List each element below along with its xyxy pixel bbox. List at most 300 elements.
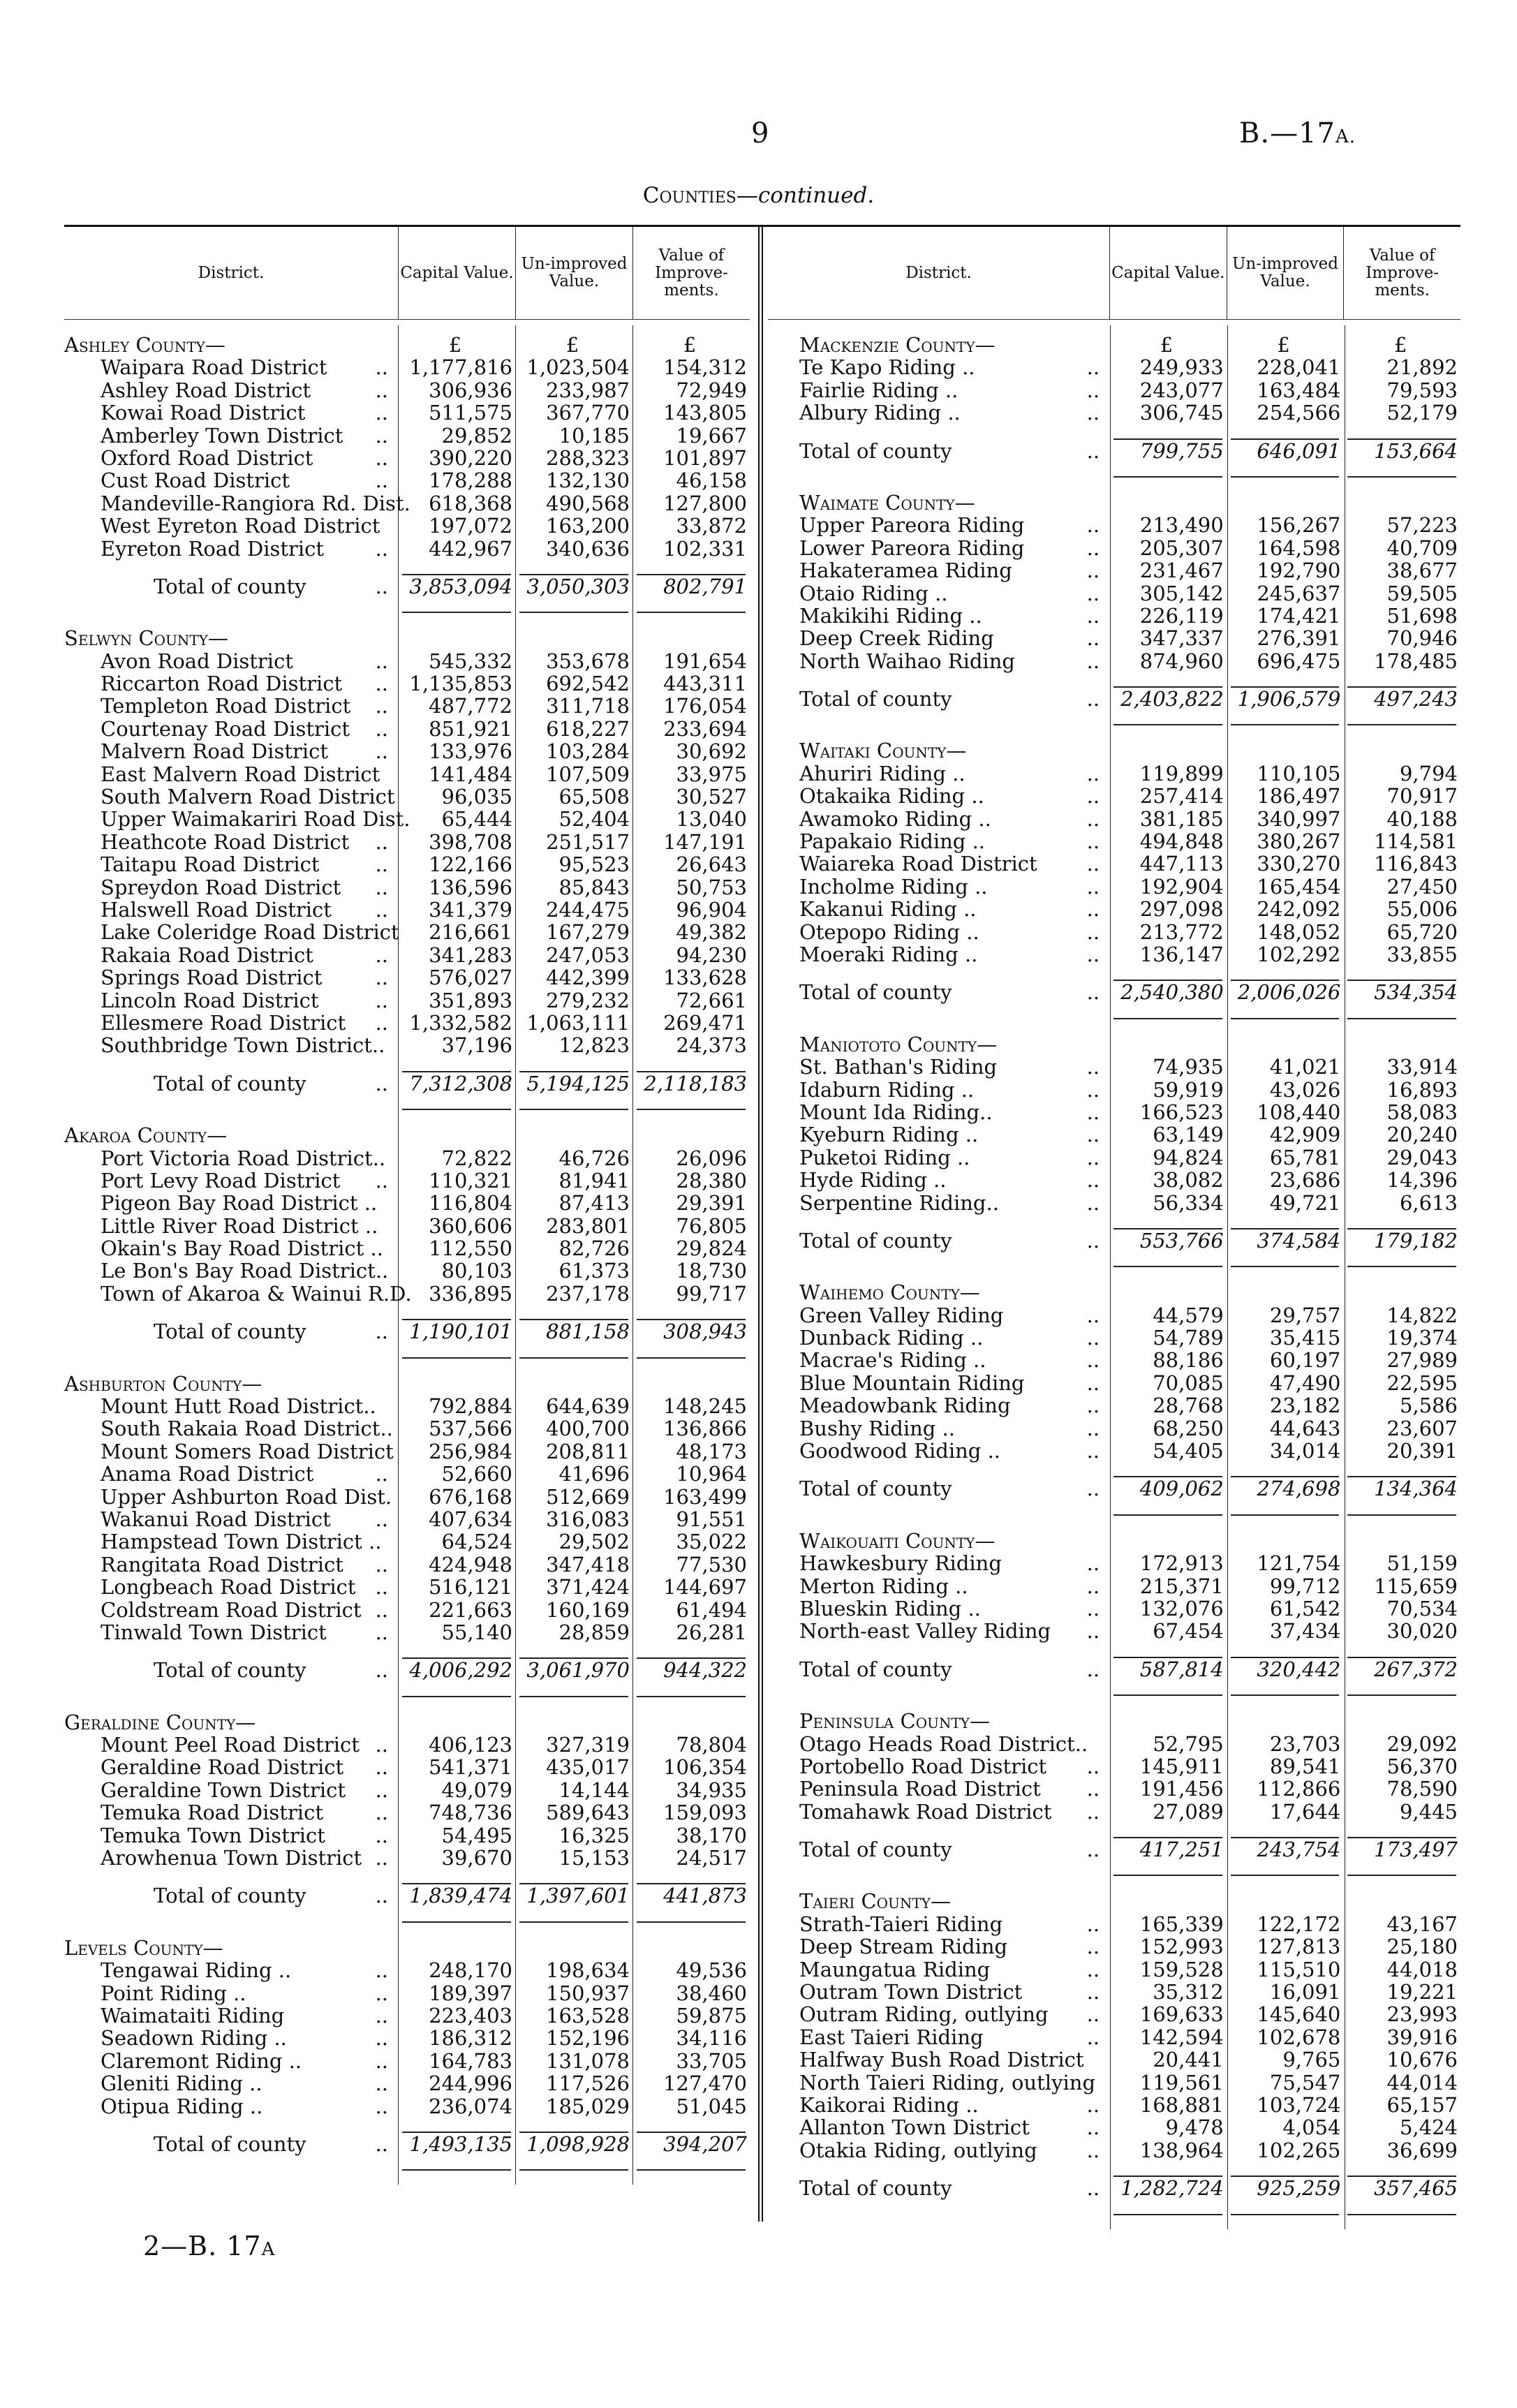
capital-value: 748,736 xyxy=(429,1801,512,1825)
county-heading xyxy=(64,334,750,356)
leader-dots: .. xyxy=(375,1168,388,1192)
rule-line xyxy=(402,560,511,575)
district-name: Otepopo Riding .. .. xyxy=(799,919,1100,944)
unimproved-value: 102,292 xyxy=(1257,942,1341,966)
capital-value: 52,795 xyxy=(1153,1731,1224,1756)
rule-spacer xyxy=(768,1681,1109,1696)
district-name: Wakanui Road District .. xyxy=(101,1507,388,1531)
rule-line xyxy=(402,1682,511,1697)
table-row xyxy=(64,650,750,672)
rule-line xyxy=(519,560,628,575)
county-name: Ashburton County— xyxy=(64,1371,262,1396)
district-name: Hakateramea Riding .. xyxy=(799,559,1100,583)
county-name: Waikouaiti County— xyxy=(799,1528,996,1553)
capital-value: 39,670 xyxy=(441,1846,512,1870)
rule-line xyxy=(519,598,628,613)
county-heading xyxy=(768,492,1460,514)
table-row xyxy=(768,1123,1460,1146)
leader-dots: .. xyxy=(1086,1754,1100,1778)
rule-line xyxy=(1347,672,1456,688)
leader-dots: .. xyxy=(1086,1145,1100,1169)
district-name: Strath-Taieri Riding .. xyxy=(799,1912,1100,1936)
table-row xyxy=(64,831,750,853)
unimproved-value: 29,502 xyxy=(558,1530,630,1554)
currency-capital: £ xyxy=(448,333,462,357)
improvements-value: 114,581 xyxy=(1374,829,1458,854)
district-name: Rakaia Road District .. xyxy=(101,943,388,967)
table-row xyxy=(768,1056,1460,1078)
improvements-value: 9,794 xyxy=(1399,761,1458,785)
total-label: Total of county .. xyxy=(799,438,1100,463)
currency-unimproved xyxy=(515,1373,632,1395)
table-row xyxy=(64,1147,750,1169)
unimproved-value: 61,373 xyxy=(558,1259,630,1283)
district-name: Moeraki Riding .. .. xyxy=(799,942,1100,966)
rule-spacer xyxy=(64,1343,398,1359)
table-row xyxy=(768,1101,1460,1123)
improvements-value: 56,370 xyxy=(1386,1754,1458,1778)
unimproved-value: 102,265 xyxy=(1257,2138,1341,2162)
currency-unimproved xyxy=(515,1124,632,1146)
capital-value: 122,166 xyxy=(429,852,512,877)
spacer xyxy=(64,1359,750,1373)
unimproved-value: 156,267 xyxy=(1257,513,1341,538)
district-name: Oxford Road District .. xyxy=(101,445,388,470)
leader-dots: .. xyxy=(1086,1777,1100,1801)
district-name: Waiareka Road District .. xyxy=(799,852,1100,876)
improvements-value: 33,705 xyxy=(676,2048,747,2073)
rule-line xyxy=(1347,1861,1456,1876)
table-row xyxy=(64,469,750,492)
unimproved-value: 131,078 xyxy=(546,2048,630,2073)
district-name: Malvern Road District .. xyxy=(101,739,388,764)
unimproved-value: 99,712 xyxy=(1269,1574,1341,1598)
unimproved-value: 35,415 xyxy=(1269,1326,1341,1350)
rule-spacer xyxy=(768,966,1109,981)
leader-dots: .. xyxy=(1086,687,1100,711)
unimproved-value: 43,026 xyxy=(1269,1077,1341,1102)
rule-spacer xyxy=(64,1907,398,1923)
leader-dots: .. xyxy=(1086,1838,1100,1862)
left-table xyxy=(64,227,750,2185)
table-row xyxy=(64,853,750,876)
document-reference: B.—17A. xyxy=(1239,117,1356,149)
rule-line xyxy=(519,2155,628,2171)
spacer xyxy=(768,1267,1460,1281)
leader-dots: .. xyxy=(1086,2176,1100,2201)
rule-line xyxy=(1347,710,1456,725)
county-name: Ashley County— xyxy=(64,333,225,357)
county-heading xyxy=(64,1124,750,1146)
county-name: Peninsula County— xyxy=(799,1709,990,1734)
capital-value: 541,371 xyxy=(429,1755,512,1780)
table-row xyxy=(64,944,750,966)
capital-value: 35,312 xyxy=(1153,1980,1224,2004)
leader-dots: .. xyxy=(1086,1371,1100,1395)
improvements-value: 33,914 xyxy=(1386,1055,1458,1079)
capital-value: 27,089 xyxy=(1153,1799,1224,1824)
capital-value: 152,993 xyxy=(1139,1935,1224,1959)
improvements-value: 178,485 xyxy=(1374,649,1458,673)
table-row xyxy=(768,1935,1460,1958)
unimproved-value: 108,440 xyxy=(1257,1100,1341,1124)
district-name: Kaikorai Riding .. .. xyxy=(799,2093,1100,2117)
capital-value: 52,660 xyxy=(441,1462,512,1486)
currency-improvements xyxy=(632,1124,750,1146)
unimproved-value: 23,182 xyxy=(1269,1394,1341,1418)
district-name: Port Victoria Road District.. xyxy=(101,1146,386,1170)
district-name: Upper Ashburton Road Dist. xyxy=(101,1484,392,1509)
total-rule xyxy=(768,710,1460,725)
improvements-value: 44,014 xyxy=(1386,2070,1458,2095)
improvements-value: 40,188 xyxy=(1386,806,1458,831)
header-improvements: Value of Improve-ments. xyxy=(1343,227,1460,319)
leader-dots: .. xyxy=(375,694,388,718)
unimproved-value: 165,454 xyxy=(1257,874,1341,899)
header-unimproved-value: Un-improved Value. xyxy=(1227,227,1344,319)
improvements-value: 24,373 xyxy=(676,1033,747,1058)
rule-spacer xyxy=(768,424,1109,440)
rule-spacer xyxy=(64,1057,398,1072)
table-row xyxy=(768,2026,1460,2048)
unimproved-value: 185,029 xyxy=(546,2094,630,2118)
improvements-value: 20,391 xyxy=(1386,1439,1458,1463)
table-row xyxy=(64,1486,750,1508)
improvements-value: 91,551 xyxy=(676,1507,747,1531)
total-label: Total of county .. xyxy=(799,1228,1100,1253)
improvements-value: 40,709 xyxy=(1386,535,1458,560)
capital-value: 487,772 xyxy=(429,694,512,718)
leader-dots: .. xyxy=(1086,2025,1100,2049)
capital-value: 189,397 xyxy=(429,1981,512,2005)
rule-spacer xyxy=(64,560,398,575)
district-name: Geraldine Town District .. xyxy=(101,1778,388,1802)
improvements-value: 34,935 xyxy=(676,1778,747,1802)
leader-dots: .. xyxy=(1086,1348,1100,1373)
improvements-value: 116,843 xyxy=(1374,852,1458,876)
rule-line xyxy=(519,1305,628,1320)
unimproved-value: 512,669 xyxy=(546,1484,630,1509)
unimproved-value: 65,781 xyxy=(1269,1145,1341,1169)
table-row xyxy=(64,1260,750,1282)
improvements-value: 14,396 xyxy=(1386,1168,1458,1192)
improvements-value: 16,893 xyxy=(1386,1077,1458,1102)
unimproved-value: 589,643 xyxy=(546,1801,630,1825)
currency-unimproved xyxy=(1227,739,1344,762)
district-name: North Taieri Riding, outlying xyxy=(799,2070,1096,2095)
table-row xyxy=(768,1552,1460,1574)
table-row xyxy=(64,1599,750,1621)
rule-line xyxy=(519,1682,628,1697)
table-row xyxy=(64,538,750,560)
capital-value: 169,633 xyxy=(1139,2002,1224,2027)
leader-dots: .. xyxy=(1086,1912,1100,1936)
county-name: Waimate County— xyxy=(799,490,975,515)
table-row xyxy=(768,898,1460,920)
rule-line xyxy=(637,598,746,613)
district-name: Blue Mountain Riding .. xyxy=(799,1371,1100,1395)
unimproved-value: 150,937 xyxy=(546,1981,630,2005)
leader-dots: .. xyxy=(1086,1551,1100,1576)
capital-value: 68,250 xyxy=(1153,1416,1224,1440)
county-heading xyxy=(768,1710,1460,1732)
capital-value: 236,074 xyxy=(429,2094,512,2118)
table-row xyxy=(64,1959,750,1981)
improvements-value: 30,692 xyxy=(676,739,747,764)
capital-value: 72,822 xyxy=(441,1146,512,1170)
total-capital: 1,282,724 xyxy=(1120,2176,1224,2201)
improvements-value: 78,804 xyxy=(676,1733,747,1757)
total-improvements: 153,664 xyxy=(1374,438,1458,463)
leader-dots: .. xyxy=(1086,1439,1100,1463)
total-improvements: 357,465 xyxy=(1374,2176,1458,2201)
leader-dots: .. xyxy=(375,378,388,402)
unimproved-value: 87,413 xyxy=(558,1191,630,1216)
leader-dots: .. xyxy=(375,1597,388,1622)
total-rule xyxy=(64,1869,750,1884)
capital-value: 360,606 xyxy=(429,1213,512,1238)
capital-value: 406,123 xyxy=(429,1733,512,1757)
total-label: Total of county .. xyxy=(154,1658,388,1683)
currency-unimproved xyxy=(1227,1530,1344,1552)
spacer xyxy=(768,725,1460,739)
district-name: East Taieri Riding .. xyxy=(799,2025,1100,2049)
improvements-value: 22,595 xyxy=(1386,1371,1458,1395)
district-name: Kakanui Riding .. .. xyxy=(799,897,1100,922)
currency-capital xyxy=(398,1711,515,1734)
district-name: West Eyreton Road District xyxy=(101,514,380,538)
capital-value: 65,444 xyxy=(441,807,512,832)
leader-dots: .. xyxy=(1086,761,1100,785)
improvements-value: 30,020 xyxy=(1386,1619,1458,1644)
improvements-value: 19,667 xyxy=(676,423,747,448)
leader-dots: .. xyxy=(1086,401,1100,425)
district-name: Heathcote Road District .. xyxy=(101,829,388,854)
rule-spacer xyxy=(64,2118,398,2133)
right-table xyxy=(768,227,1460,2229)
table-row xyxy=(768,943,1460,966)
capital-value: 119,899 xyxy=(1139,761,1224,785)
unimproved-value: 163,528 xyxy=(546,2004,630,2027)
unimproved-value: 75,547 xyxy=(1269,2070,1341,2095)
total-rule xyxy=(64,2118,750,2133)
total-label: Total of county .. xyxy=(799,1838,1100,1862)
spacer xyxy=(768,1019,1460,1033)
leader-dots: .. xyxy=(375,1981,388,2005)
capital-value: 145,911 xyxy=(1139,1754,1224,1778)
total-rule xyxy=(768,1861,1460,1876)
rule-line xyxy=(1231,672,1340,688)
rule-line xyxy=(1347,2162,1456,2177)
rule-spacer xyxy=(768,1004,1109,1019)
leader-dots: .. xyxy=(1086,1935,1100,1959)
improvements-value: 39,916 xyxy=(1386,2025,1458,2049)
leader-dots: .. xyxy=(375,1010,388,1035)
improvements-value: 51,045 xyxy=(676,2094,747,2118)
unimproved-value: 29,757 xyxy=(1269,1303,1341,1327)
table-row xyxy=(768,1575,1460,1597)
table-row xyxy=(768,379,1460,401)
unimproved-value: 251,517 xyxy=(546,829,630,854)
leader-dots: .. xyxy=(1086,649,1100,673)
leader-dots: .. xyxy=(375,988,388,1012)
unimproved-value: 400,700 xyxy=(546,1417,630,1441)
district-name: Mount Somers Road District xyxy=(101,1439,394,1463)
rule-line xyxy=(519,1907,628,1923)
capital-value: 37,196 xyxy=(441,1033,512,1058)
county-heading xyxy=(768,1281,1460,1303)
district-name: Tomahawk Road District .. xyxy=(799,1799,1100,1824)
district-name: Waipara Road District .. xyxy=(101,355,388,380)
capital-value: 213,772 xyxy=(1139,919,1224,944)
rule-line xyxy=(519,2118,628,2133)
capital-value: 424,948 xyxy=(429,1552,512,1576)
leader-dots: .. xyxy=(1086,784,1100,808)
district-name: Deep Creek Riding .. xyxy=(799,626,1100,651)
leader-dots: .. xyxy=(1086,1077,1100,1102)
capital-value: 341,379 xyxy=(429,897,512,922)
leader-dots: .. xyxy=(375,1778,388,1802)
unimproved-value: 283,801 xyxy=(546,1213,630,1238)
leader-dots: .. xyxy=(1086,1326,1100,1350)
capital-value: 64,524 xyxy=(441,1530,512,1554)
capital-value: 54,405 xyxy=(1153,1439,1224,1463)
capital-value: 792,884 xyxy=(429,1394,512,1419)
rule-line xyxy=(1113,1500,1222,1516)
table-row xyxy=(768,627,1460,649)
district-name: Allanton Town District .. xyxy=(799,2115,1100,2140)
total-rule xyxy=(768,2162,1460,2177)
county-total-row xyxy=(64,1884,750,1907)
spacer xyxy=(768,1516,1460,1530)
table-row xyxy=(64,718,750,740)
header-district: District. xyxy=(198,263,265,282)
currency-improvements xyxy=(1343,1033,1460,1056)
currency-capital xyxy=(398,627,515,649)
unimproved-value: 82,726 xyxy=(558,1236,630,1261)
rule-line xyxy=(519,1095,628,1110)
capital-value: 306,745 xyxy=(1139,401,1224,425)
capital-value: 336,895 xyxy=(429,1281,512,1306)
improvements-value: 33,855 xyxy=(1386,942,1458,966)
leader-dots: .. xyxy=(375,1658,388,1683)
district-name: Courtenay Road District .. xyxy=(101,716,388,741)
table-row xyxy=(64,1463,750,1485)
improvements-value: 94,230 xyxy=(676,943,747,967)
leader-dots: .. xyxy=(1086,1416,1100,1440)
district-name: Mount Ida Riding.. .. xyxy=(799,1100,1100,1124)
capital-value: 447,113 xyxy=(1139,852,1224,876)
spacer xyxy=(64,1110,750,1124)
district-name: North Waihao Riding .. xyxy=(799,649,1100,673)
table-row xyxy=(768,1079,1460,1101)
table-row xyxy=(64,2004,750,2027)
unimproved-value: 41,021 xyxy=(1269,1055,1341,1079)
unimproved-value: 148,052 xyxy=(1257,919,1341,944)
leader-dots: .. xyxy=(1086,1100,1100,1124)
rule-spacer xyxy=(64,2155,398,2171)
improvements-value: 5,586 xyxy=(1399,1394,1458,1418)
unimproved-value: 14,144 xyxy=(558,1778,630,1802)
district-name: Macrae's Riding .. .. xyxy=(799,1348,1100,1373)
rule-line xyxy=(1231,2162,1340,2177)
county-total-row xyxy=(768,440,1460,462)
rule-line xyxy=(1347,1823,1456,1838)
capital-value: 28,768 xyxy=(1153,1394,1224,1418)
rule-line xyxy=(1347,424,1456,440)
unimproved-value: 490,568 xyxy=(546,491,630,515)
district-name: Albury Riding .. .. xyxy=(799,401,1100,425)
leader-dots: .. xyxy=(1086,2002,1100,2027)
unimproved-value: 174,421 xyxy=(1257,603,1341,628)
table-row xyxy=(768,1394,1460,1417)
rule-spacer xyxy=(768,2162,1109,2177)
improvements-value: 25,180 xyxy=(1386,1935,1458,1959)
rule-line xyxy=(1231,1500,1340,1516)
capital-value: 257,414 xyxy=(1139,784,1224,808)
rule-line xyxy=(637,560,746,575)
spacer xyxy=(768,1696,1460,1710)
improvements-value: 52,179 xyxy=(1386,401,1458,425)
total-label: Total of county .. xyxy=(799,2176,1100,2201)
leader-dots: .. xyxy=(375,1462,388,1486)
capital-value: 381,185 xyxy=(1139,806,1224,831)
county-total-row xyxy=(768,981,1460,1003)
table-row xyxy=(768,921,1460,943)
table-row xyxy=(64,1530,750,1553)
rule-line xyxy=(1347,462,1456,478)
district-name: Te Kapo Riding .. .. xyxy=(799,355,1100,380)
leader-dots: .. xyxy=(1086,919,1100,944)
currency-improvements xyxy=(1343,1890,1460,1912)
capital-value: 192,904 xyxy=(1139,874,1224,899)
leader-dots: .. xyxy=(1086,1596,1100,1620)
table-row xyxy=(64,1847,750,1869)
county-heading xyxy=(768,1033,1460,1056)
unimproved-value: 117,526 xyxy=(546,2071,630,2096)
district-name: Mount Hutt Road District.. xyxy=(101,1394,376,1419)
currency-unimproved xyxy=(515,1711,632,1734)
leader-dots: .. xyxy=(375,2071,388,2096)
county-total-row xyxy=(768,1477,1460,1500)
total-unimproved: 3,061,970 xyxy=(526,1658,630,1683)
improvements-value: 28,380 xyxy=(676,1168,747,1192)
capital-value: 172,913 xyxy=(1139,1551,1224,1576)
unimproved-value: 276,391 xyxy=(1257,626,1341,651)
unimproved-value: 435,017 xyxy=(546,1755,630,1780)
capital-value: 80,103 xyxy=(441,1259,512,1283)
capital-value: 9,478 xyxy=(1165,2115,1224,2140)
table-row xyxy=(768,2116,1460,2139)
district-name: Longbeach Road District .. xyxy=(101,1575,388,1600)
rule-line xyxy=(1231,1252,1340,1267)
spacer xyxy=(64,1923,750,1937)
rule-line xyxy=(1347,1681,1456,1696)
unimproved-value: 17,644 xyxy=(1269,1799,1341,1824)
leader-dots: .. xyxy=(375,468,388,493)
rule-line xyxy=(1113,2162,1222,2177)
district-name: Temuka Town District .. xyxy=(101,1823,388,1847)
improvements-value: 65,720 xyxy=(1386,919,1458,944)
leader-dots: .. xyxy=(1086,852,1100,876)
improvements-value: 147,191 xyxy=(663,829,747,854)
leader-dots: .. xyxy=(375,1071,388,1095)
leader-dots: .. xyxy=(375,1823,388,1847)
capital-value: 398,708 xyxy=(429,829,512,854)
leader-dots: .. xyxy=(1086,626,1100,651)
district-name: Rangitata Road District .. xyxy=(101,1552,388,1576)
capital-value: 56,334 xyxy=(1153,1190,1224,1215)
